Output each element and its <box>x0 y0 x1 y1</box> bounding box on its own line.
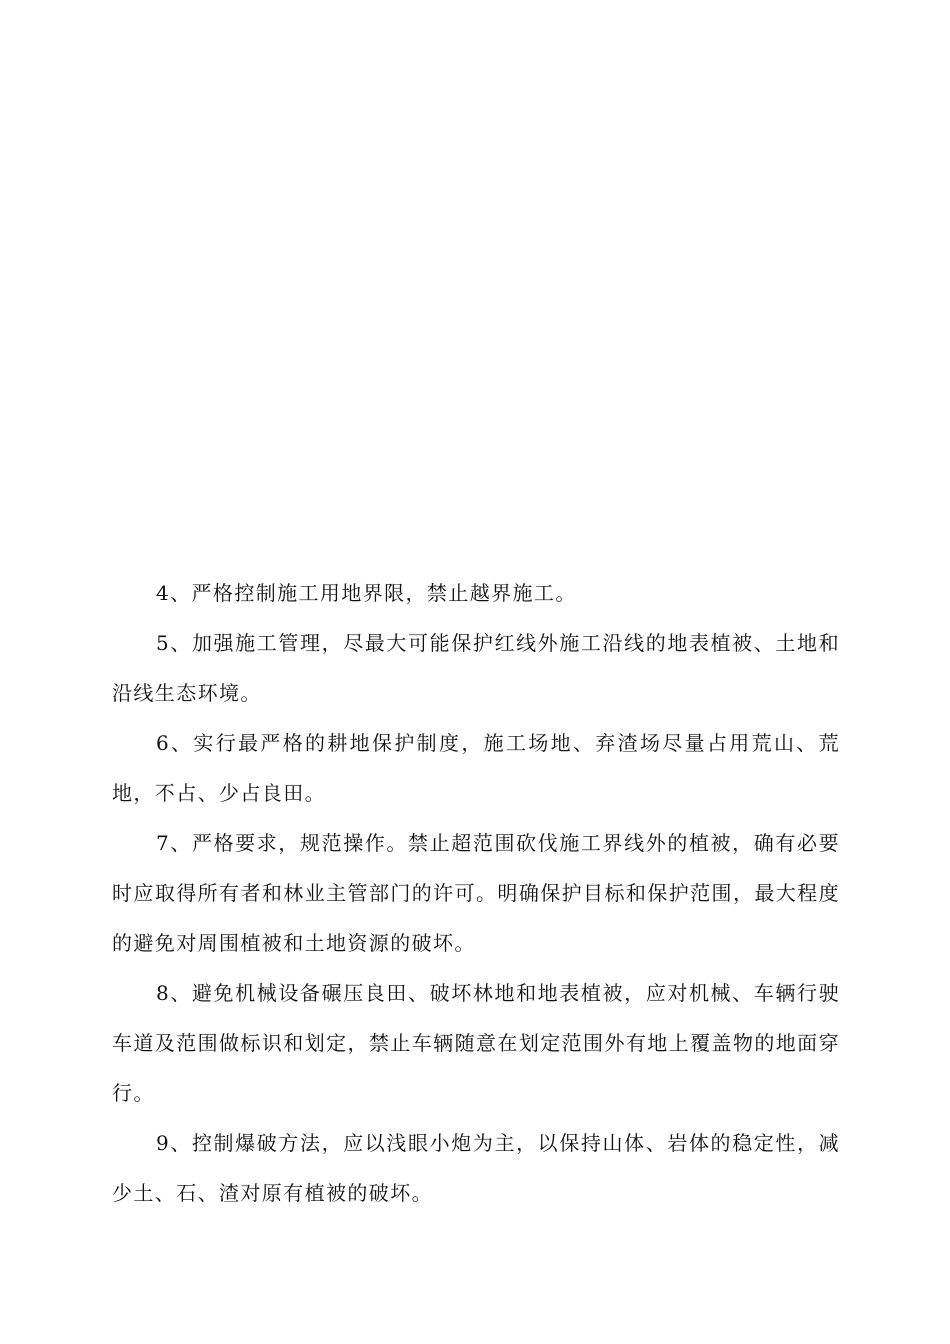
paragraph-item-4: 4、严格控制施工用地界限，禁止越界施工。 <box>156 581 577 605</box>
paragraph-item-8: 8、避免机械设备碾压良田、破坏林地和地表植被，应对机械、车辆行驶车道及范围做标识和划定，禁止车辆随意在划定范围外有地上覆盖物的地面穿行。 <box>112 981 840 1105</box>
paragraph-item-9: 9、控制爆破方法，应以浅眼小炮为主，以保持山体、岩体的稳定性，减少土、石、渣对原有植被的破坏。 <box>112 1131 840 1205</box>
paragraph-item-5: 5、加强施工管理，尽最大可能保护红线外施工沿线的地表植被、土地和沿线生态环境。 <box>112 631 840 705</box>
document-body <box>112 568 840 1218</box>
paragraph-item-6: 6、实行最严格的耕地保护制度，施工场地、弃渣场尽量占用荒山、荒地，不占、少占良田。 <box>112 731 840 805</box>
paragraph-item-7: 7、严格要求，规范操作。禁止超范围砍伐施工界线外的植被，确有必要时应取得所有者和林业主管部门的许可。明确保护目标和保护范围，最大程度的避免对周围植被和土地资源的破坏。 <box>112 831 840 955</box>
